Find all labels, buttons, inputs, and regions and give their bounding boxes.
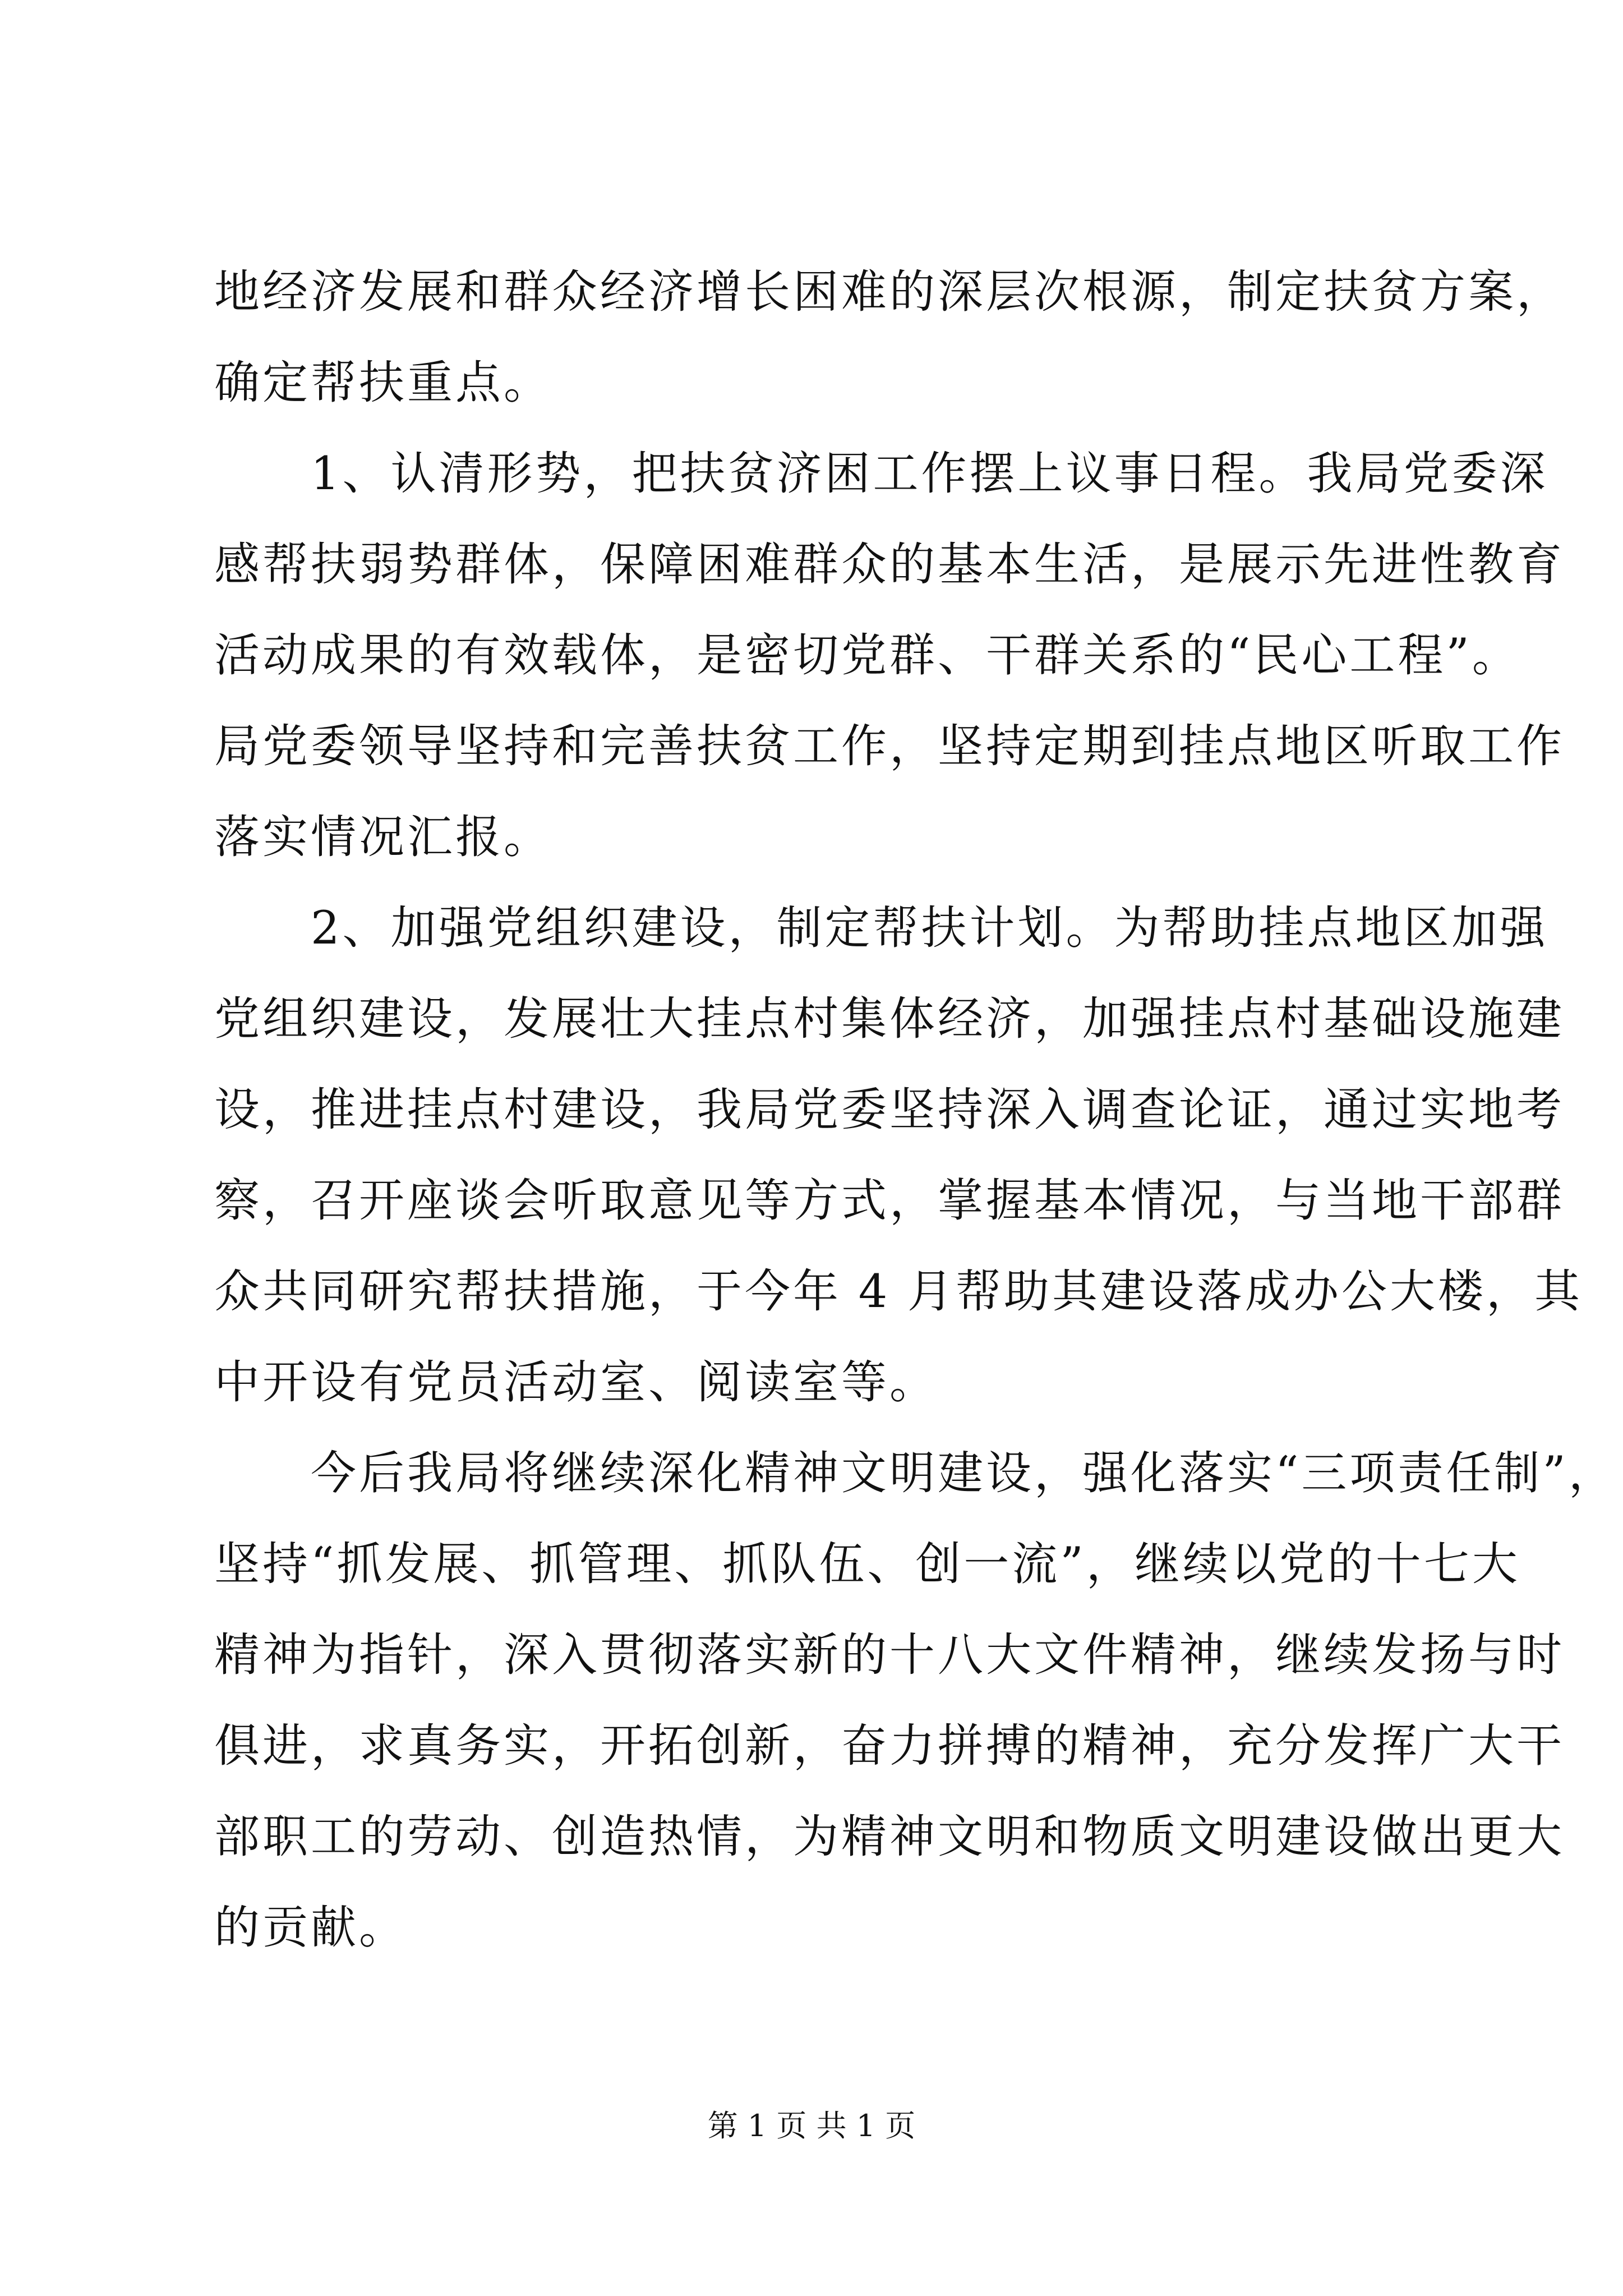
text-line: 众共同研究帮扶措施，于今年 4 月帮助其建设落成办公大楼，其 — [214, 1266, 1583, 1318]
text-line: 设，推进挂点村建设，我局党委坚持深入调查论证，通过实地考 — [214, 1084, 1565, 1137]
page-footer — [0, 2106, 1623, 2146]
page-number-label: 第 1 页 共 1 页 — [707, 2108, 916, 2143]
text-line: 部职工的劳动、创造热情，为精神文明和物质文明建设做出更大 — [214, 1811, 1565, 1864]
text-line: 局党委领导坚持和完善扶贫工作，坚持定期到挂点地区听取工作 — [214, 720, 1565, 773]
text-line: 地经济发展和群众经济增长困难的深层次根源，制定扶贫方案， — [214, 266, 1565, 319]
text-line: 的贡献。 — [214, 1902, 408, 1954]
text-line: 察，召开座谈会听取意见等方式，掌握基本情况，与当地干部群 — [214, 1175, 1565, 1227]
text-line: 活动成果的有效载体，是密切党群、干群关系的“民心工程”。 — [214, 629, 1520, 682]
text-line: 2、加强党组织建设，制定帮扶计划。为帮助挂点地区加强 — [214, 902, 1548, 955]
text-line: 落实情况汇报。 — [214, 811, 552, 864]
text-line: 俱进，求真务实，开拓创新，奋力拼搏的精神，充分发挥广大干 — [214, 1720, 1565, 1773]
text-line: 坚持“抓发展、抓管理、抓队伍、创一流”，继续以党的十七大 — [214, 1538, 1520, 1591]
text-line: 确定帮扶重点。 — [214, 357, 552, 409]
text-line: 1、认清形势，把扶贫济困工作摆上议事日程。我局党委深 — [214, 448, 1548, 500]
text-line: 中开设有党员活动室、阅读室等。 — [214, 1356, 938, 1409]
text-line: 精神为指针，深入贯彻落实新的十八大文件精神，继续发扬与时 — [214, 1629, 1565, 1682]
text-line: 今后我局将继续深化精神文明建设，强化落实“三项责任制”， — [214, 1447, 1617, 1500]
document-body — [214, 247, 1617, 1973]
text-line: 党组织建设，发展壮大挂点村集体经济，加强挂点村基础设施建 — [214, 993, 1565, 1046]
text-line: 感帮扶弱势群体，保障困难群众的基本生活，是展示先进性教育 — [214, 539, 1565, 591]
